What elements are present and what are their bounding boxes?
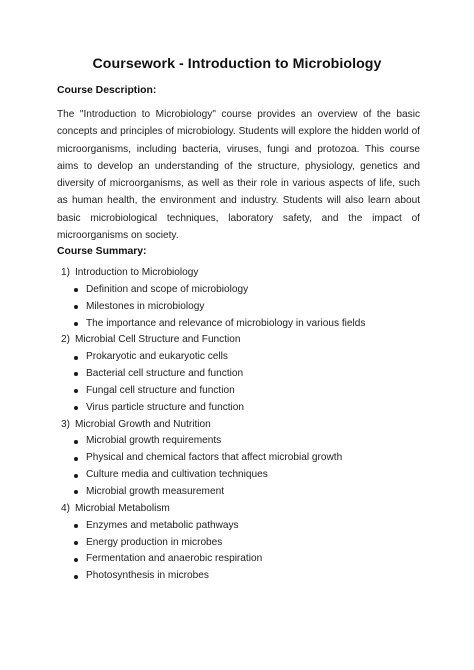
module-header bbox=[0, 265, 474, 282]
module-number: 2) bbox=[61, 334, 70, 346]
topic-text: Physical and chemical factors that affect microbial growth bbox=[86, 452, 343, 464]
topic-item bbox=[0, 366, 474, 383]
bullet-icon bbox=[74, 457, 78, 461]
topic-item bbox=[0, 450, 474, 467]
topic-item bbox=[0, 349, 474, 366]
course-summary-list bbox=[0, 265, 474, 585]
topic-item bbox=[0, 299, 474, 316]
topic-text: Milestones in microbiology bbox=[86, 300, 205, 312]
module-title: Microbial Metabolism bbox=[75, 502, 170, 514]
module-item bbox=[0, 332, 474, 416]
bullet-icon bbox=[74, 389, 78, 393]
module-header bbox=[0, 417, 474, 434]
module-header bbox=[0, 332, 474, 349]
topic-list bbox=[0, 518, 474, 585]
topic-item bbox=[0, 535, 474, 552]
topic-text: The importance and relevance of microbiology in various fields bbox=[86, 317, 366, 329]
course-description-heading: Course Description: bbox=[57, 85, 157, 96]
module-title: Introduction to Microbiology bbox=[75, 267, 199, 278]
topic-text: Fungal cell structure and function bbox=[86, 384, 235, 396]
topic-list bbox=[0, 282, 474, 333]
topic-item bbox=[0, 316, 474, 333]
topic-list bbox=[0, 433, 474, 500]
module-item bbox=[0, 417, 474, 501]
bullet-icon bbox=[74, 490, 78, 494]
module-title: Microbial Cell Structure and Function bbox=[75, 334, 241, 346]
topic-text: Fermentation and anaerobic respiration bbox=[86, 553, 263, 565]
bullet-icon bbox=[74, 406, 78, 410]
module-number: 4) bbox=[61, 502, 70, 514]
topic-text: Microbial growth measurement bbox=[86, 485, 225, 497]
topic-item bbox=[0, 484, 474, 501]
topic-item bbox=[0, 518, 474, 535]
bullet-icon bbox=[74, 305, 78, 309]
topic-item bbox=[0, 383, 474, 400]
bullet-icon bbox=[74, 372, 78, 376]
module-number: 3) bbox=[61, 418, 70, 430]
module-header bbox=[0, 501, 474, 518]
bullet-icon bbox=[74, 288, 78, 292]
module-title: Microbial Growth and Nutrition bbox=[75, 418, 211, 430]
topic-text: Photosynthesis in microbes bbox=[86, 570, 209, 582]
topic-item bbox=[0, 400, 474, 417]
document-title: Coursework - Introduction to Microbiology bbox=[92, 56, 382, 72]
topic-item bbox=[0, 551, 474, 568]
topic-text: Bacterial cell structure and function bbox=[86, 368, 244, 380]
bullet-icon bbox=[74, 524, 78, 528]
topic-text: Energy production in microbes bbox=[86, 536, 223, 548]
course-summary-heading: Course Summary: bbox=[57, 246, 147, 257]
bullet-icon bbox=[74, 541, 78, 545]
bullet-icon bbox=[74, 440, 78, 444]
module-item bbox=[0, 501, 474, 585]
topic-text: Culture media and cultivation techniques bbox=[86, 469, 268, 481]
topic-text: Prokaryotic and eukaryotic cells bbox=[86, 351, 228, 363]
bullet-icon bbox=[74, 558, 78, 562]
topic-item bbox=[0, 568, 474, 585]
topic-list bbox=[0, 349, 474, 416]
topic-text: Microbial growth requirements bbox=[86, 435, 222, 447]
bullet-icon bbox=[74, 356, 78, 360]
topic-item bbox=[0, 282, 474, 299]
bullet-icon bbox=[74, 474, 78, 478]
course-description-paragraph: The "Introduction to Microbiology" course provides an overview of the basic concepts and principles of microbiology. Students will explore the hidden world of microorganisms, including bacteria, viruses, fungi and protozoa. This course aims to develop an understanding of the structure, physiology, genetics and diversity of microorganisms, as well as their role in various aspects of life, such as human health, the environment and industry. Students will also learn about basic microbiological techniques, laboratory safety, and the impact of microorganisms on society. bbox=[57, 109, 420, 242]
topic-item bbox=[0, 433, 474, 450]
module-item bbox=[0, 265, 474, 332]
bullet-icon bbox=[74, 322, 78, 326]
module-number: 1) bbox=[61, 267, 70, 278]
topic-text: Enzymes and metabolic pathways bbox=[86, 519, 239, 531]
topic-text: Definition and scope of microbiology bbox=[86, 283, 249, 295]
topic-text: Virus particle structure and function bbox=[86, 401, 245, 413]
bullet-icon bbox=[74, 575, 78, 579]
topic-item bbox=[0, 467, 474, 484]
